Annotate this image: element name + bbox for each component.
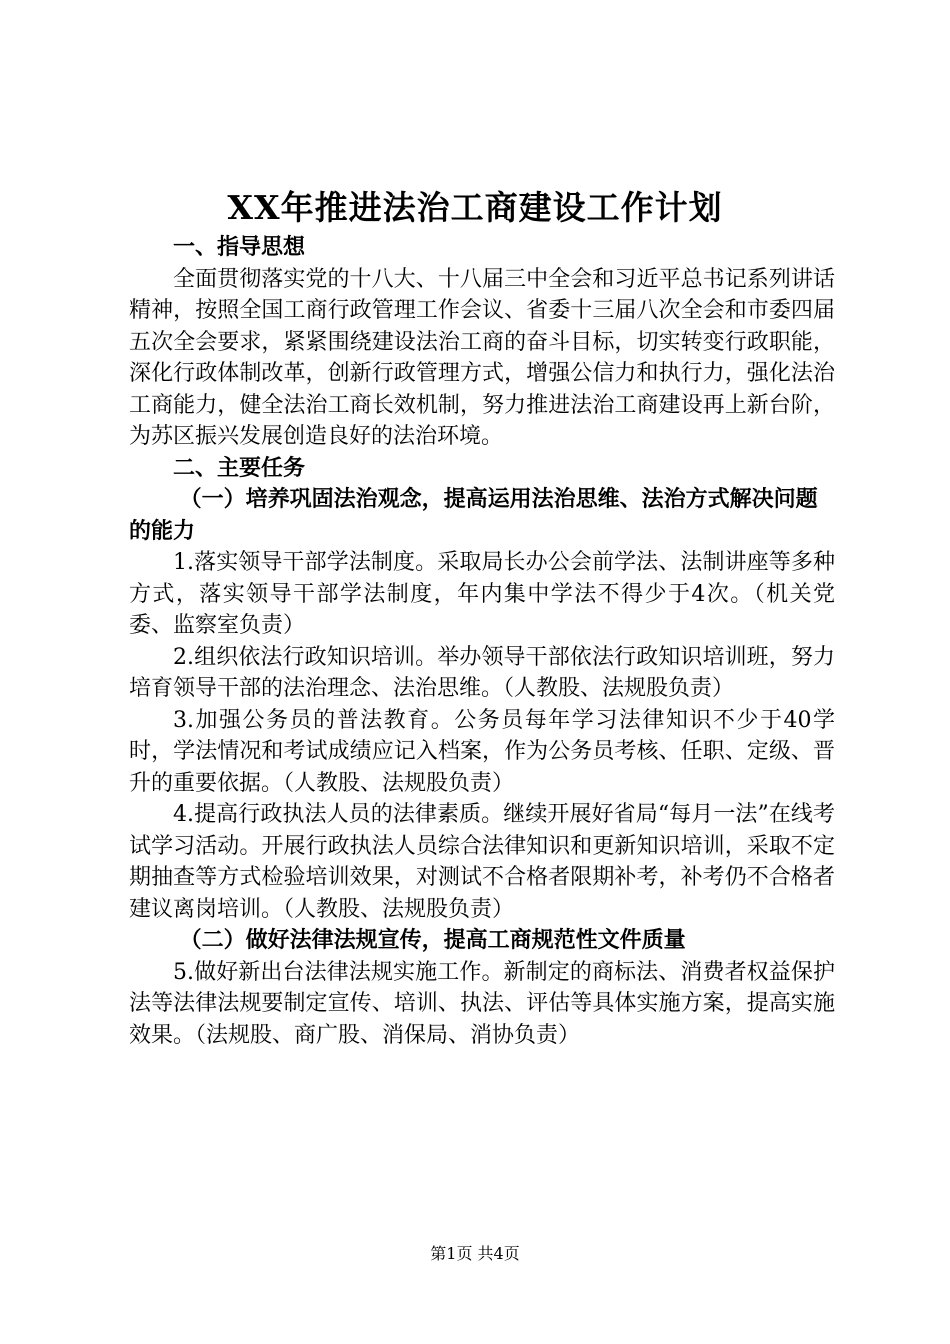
- task-item-2: 2.组织依法行政知识培训。举办领导干部依法行政知识培训班，努力培育领导干部的法治理念、法治思维。（人教股、法规股负责）: [129, 644, 835, 701]
- page-number: 第1页 共4页: [430, 1244, 520, 1263]
- task-item-4: 4.提高行政执法人员的法律素质。继续开展好省局“每月一法”在线考试学习活动。开展行政执法人员综合法律知识和更新知识培训，采取不定期抽查等方式检验培训效果，对测试不合格者限期补考，补考仍不合格者建议离岗培训。（人教股、法规股负责）: [129, 802, 835, 922]
- paragraph-guiding-ideology: 全面贯彻落实党的十八大、十八届三中全会和习近平总书记系列讲话精神，按照全国工商行政管理工作会议、省委十三届八次全会和市委四届五次全会要求，紧紧围绕建设法治工商的奋斗目标，切实转变行政职能，深化行政体制改革，创新行政管理方式，增强公信力和执行力，强化法治工商能力，健全法治工商长效机制，努力推进法治工商建设再上新台阶，为苏区振兴发展创造良好的法治环境。: [129, 266, 835, 449]
- task-item-5: 5.做好新出台法律法规实施工作。新制定的商标法、消费者权益保护法等法律法规要制定宣传、培训、执法、评估等具体实施方案，提高实施效果。（法规股、商广股、消保局、消协负责）: [129, 959, 835, 1048]
- section-heading-main-tasks: 二、主要任务: [173, 454, 306, 481]
- section-heading-guiding-ideology: 一、指导思想: [173, 234, 306, 260]
- task-item-3: 3.加强公务员的普法教育。公务员每年学习法律知识不少于40学时，学法情况和考试成绩应记入档案，作为公务员考核、任职、定级、晋升的重要依据。（人教股、法规股负责）: [129, 707, 835, 796]
- subheading-rule-of-law-concept: （一）培养巩固法治观念，提高运用法治思维、法治方式解决问题的能力: [129, 486, 818, 544]
- document-title: XX年推进法治工商建设工作计划: [227, 188, 723, 227]
- subheading-law-publicity: （二）做好法律法规宣传，提高工商规范性文件质量: [179, 927, 686, 953]
- document-body: [129, 232, 835, 1051]
- task-item-1: 1.落实领导干部学法制度。采取局长办公会前学法、法制讲座等多种方式，落实领导干部学法制度，年内集中学法不得少于4次。（机关党委、监察室负责）: [129, 550, 835, 638]
